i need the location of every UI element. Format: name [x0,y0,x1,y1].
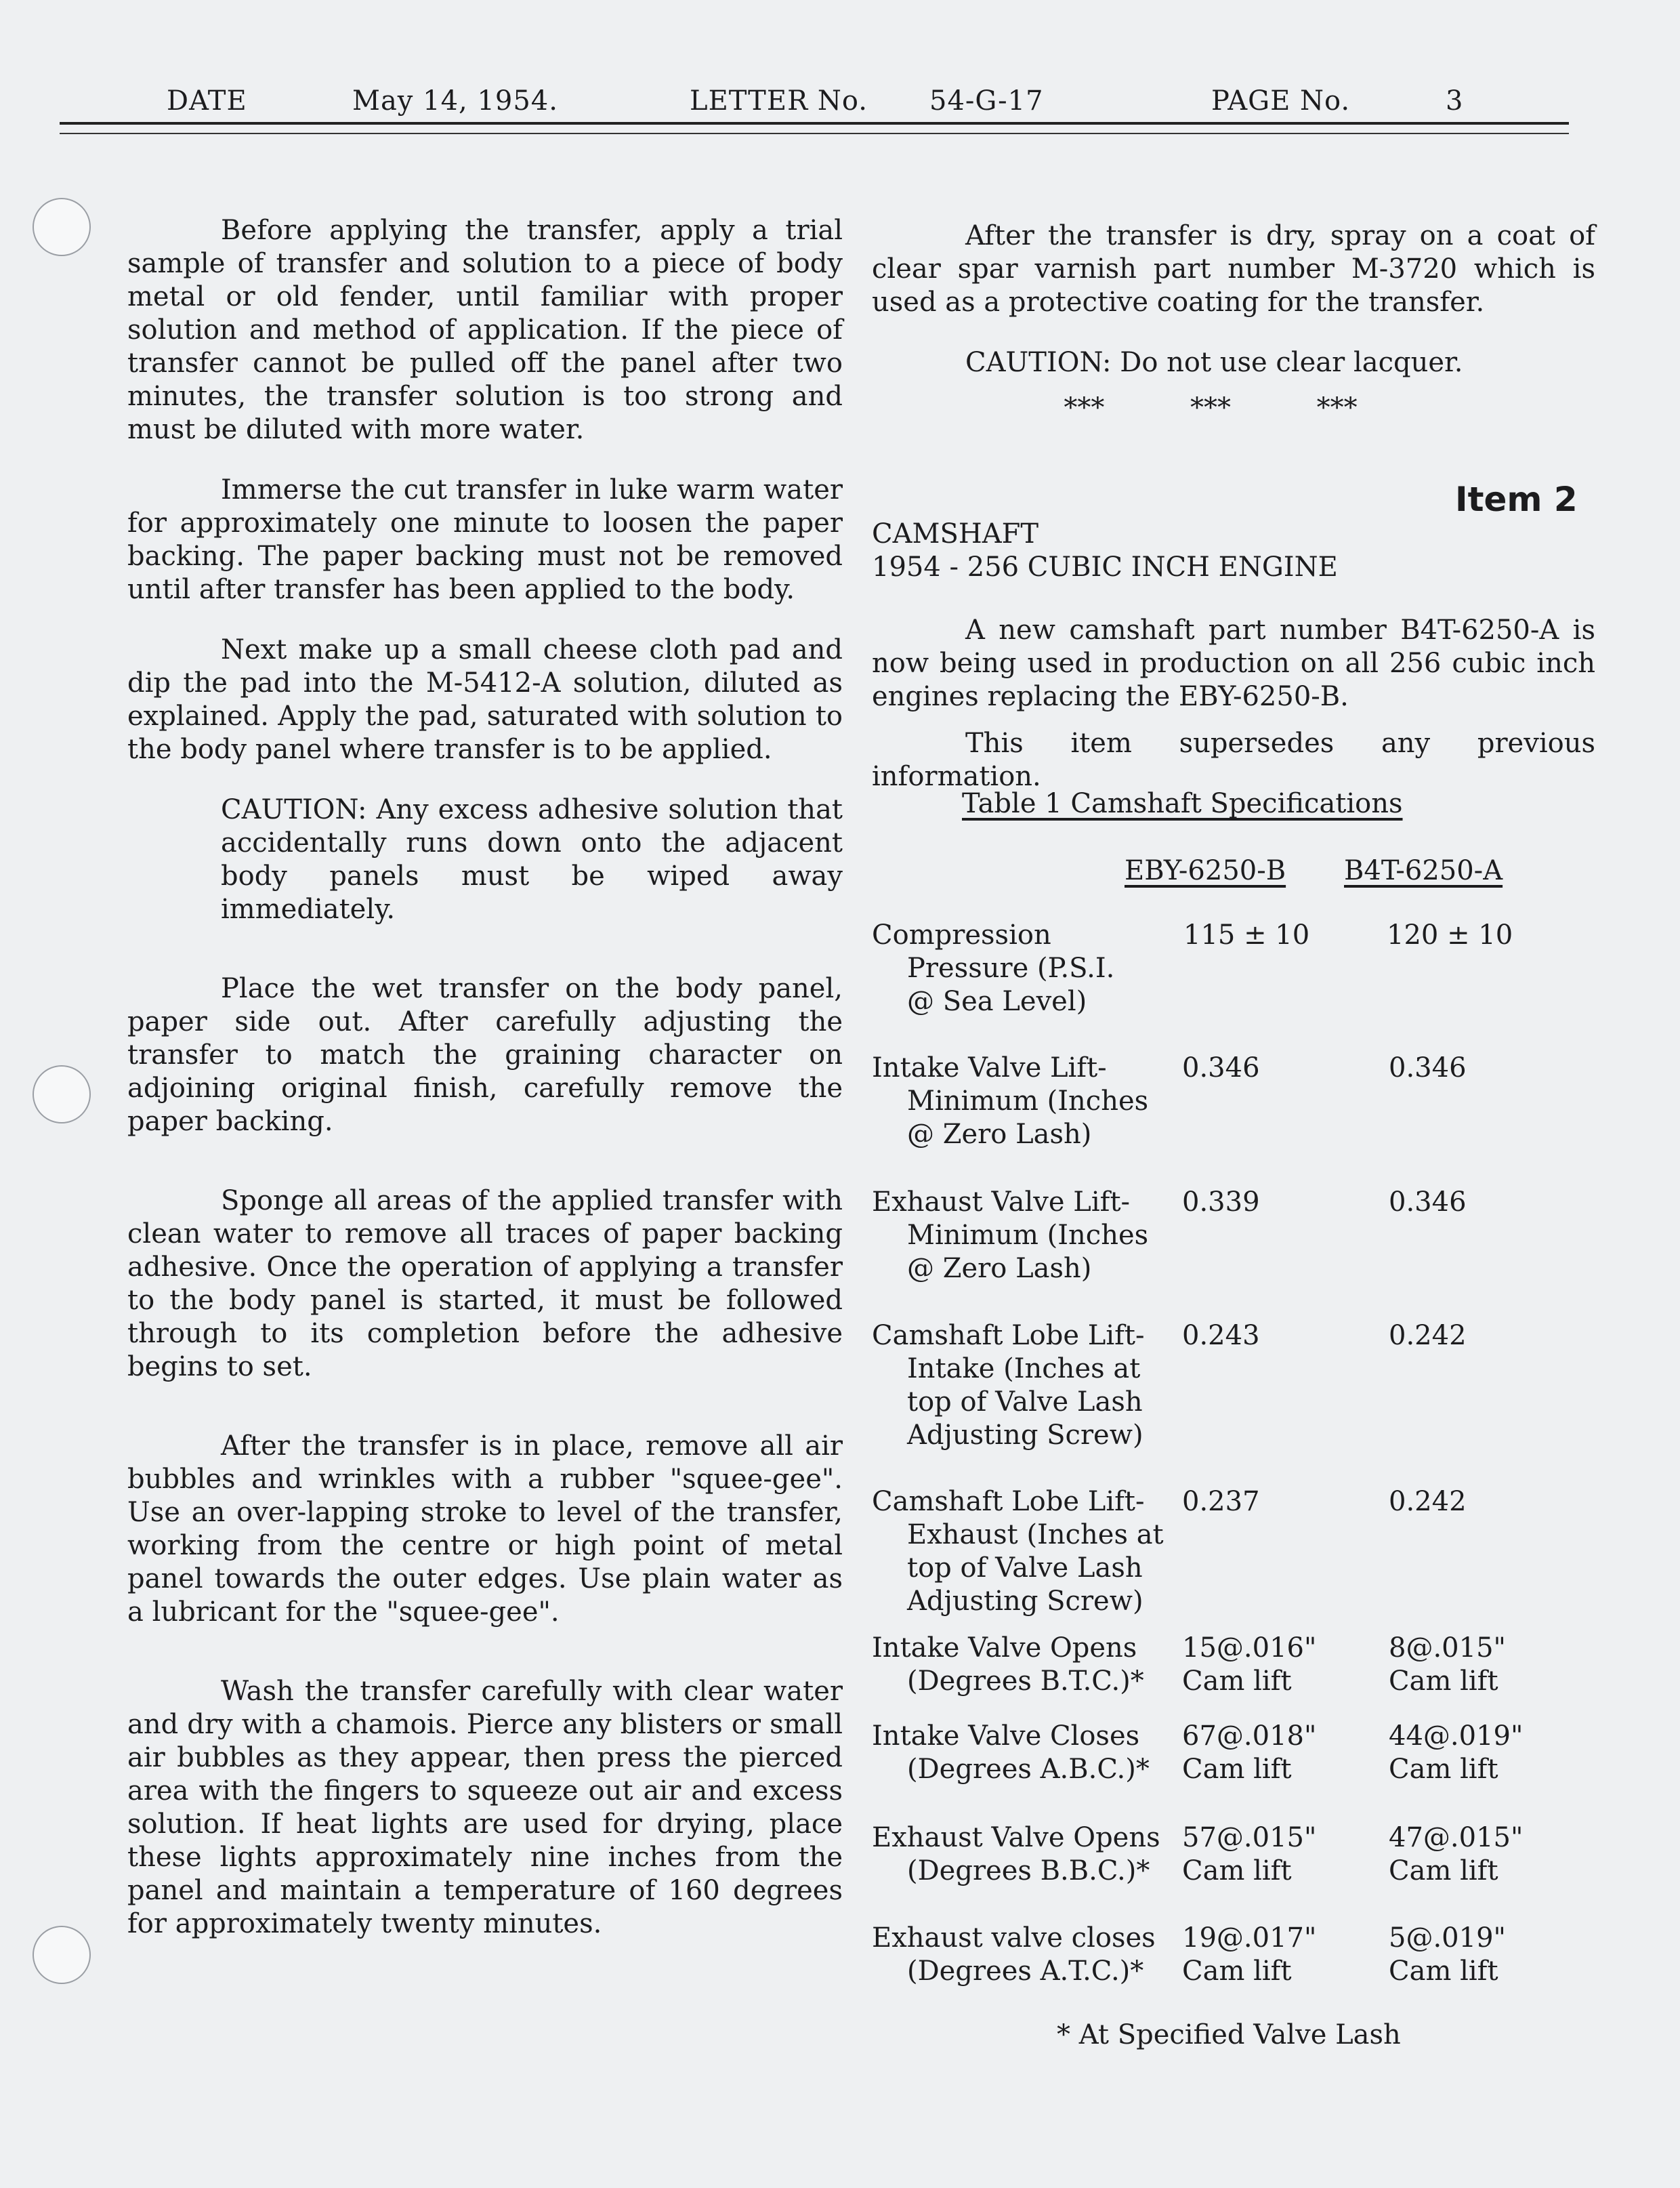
table-cell: 57@.015" [1182,1822,1317,1853]
row-label: (Degrees B.T.C.)* [907,1666,1144,1697]
separator-stars: *** [1316,392,1358,424]
page-label: PAGE No. [1211,85,1351,117]
row-label: @ Zero Lash) [907,1253,1092,1284]
row-label: top of Valve Lash [907,1552,1143,1584]
row-label: Intake Valve Closes [872,1720,1140,1752]
caution-lacquer: CAUTION: Do not use clear lacquer. [965,347,1463,378]
table-footnote: * At Specified Valve Lash [1057,2019,1401,2050]
row-label: Minimum (Inches [907,1086,1149,1117]
row-label: top of Valve Lash [907,1386,1143,1418]
table-cell: Cam lift [1389,1956,1498,1987]
row-label: Intake (Inches at [907,1353,1141,1384]
paragraph-new-camshaft: A new camshaft part number B4T-6250-A is now being used in production on all 256 cubic inch engines replacing the EBY-6250-B. [872,615,1595,712]
separator-stars: *** [1190,392,1231,424]
section-separator [1021,392,1400,425]
table-cell: Cam lift [1182,1855,1292,1886]
row-label: Adjusting Screw) [907,1586,1143,1617]
header-rule-thick [60,122,1569,125]
table-column-header: EBY-6250-B [1125,855,1286,886]
table-cell: 15@.016" [1182,1632,1317,1664]
paragraph-trial-sample: Before applying the transfer, apply a trial sample of transfer and solution to a piece of body metal or old fender, until familiar with proper solution and method of application. If the piece of transfer cannot be pulled off the panel after two minutes, the transfer solution is too strong and must be diluted with more water. [127,215,843,445]
table-cell: 0.243 [1182,1320,1260,1351]
row-label: (Degrees A.T.C.)* [907,1956,1144,1987]
table-column-header: B4T-6250-A [1344,855,1503,886]
row-label: Exhaust Valve Lift- [872,1186,1131,1218]
table-title: Table 1 Camshaft Specifications [962,788,1403,819]
table-cell: 5@.019" [1389,1922,1506,1954]
table-cell: 0.242 [1389,1486,1467,1517]
table-cell: Cam lift [1389,1754,1498,1785]
right-column [872,220,1595,425]
table-cell: 0.339 [1182,1186,1260,1218]
separator-stars: *** [1064,392,1105,424]
row-label: Intake Valve Lift- [872,1052,1107,1083]
binder-hole-middle [33,1065,91,1123]
row-label: Intake Valve Opens [872,1632,1137,1664]
row-label: @ Zero Lash) [907,1119,1092,1150]
page-value: 3 [1446,85,1464,117]
table-cell: 19@.017" [1182,1922,1317,1954]
paragraph-immerse: Immerse the cut transfer in luke warm water for approximately one minute to loosen the paper backing. The paper backing must not be removed until after transfer has been applied to the body. [127,474,843,605]
binder-hole-bottom [33,1926,91,1984]
paragraph-sponge: Sponge all areas of the applied transfer with clean water to remove all traces of paper backing adhesive. Once the operation of applying a transfer to the body panel is started, it must be followed through to its completion before the adhesive begins to set. [127,1185,843,1382]
camshaft-section [872,518,1595,793]
row-label: (Degrees B.B.C.)* [907,1855,1150,1886]
table-cell: Cam lift [1182,1666,1292,1697]
item-label: Item 2 [1455,480,1578,519]
table-cell: 67@.018" [1182,1720,1317,1752]
row-label: Exhaust valve closes [872,1922,1156,1954]
table-cell: Cam lift [1182,1754,1292,1785]
section-title: CAMSHAFT [872,518,1039,550]
paragraph-wash: Wash the transfer carefully with clear water and dry with a chamois. Pierce any blisters or small air bubbles as they appear, then press the pierced area with the fingers to squeeze out air and excess solution. If heat lights are used for drying, place these lights approximately nine inches from the panel and maintain a temperature of 160 degrees for approximately twenty minutes. [127,1676,843,1939]
date-label: DATE [167,85,247,117]
table-cell: 0.237 [1182,1486,1260,1517]
letter-value: 54-G-17 [929,85,1044,117]
row-label: (Degrees A.B.C.)* [907,1754,1150,1785]
table-cell: 115 ± 10 [1183,920,1310,951]
row-label: Minimum (Inches [907,1220,1149,1251]
table-cell: 47@.015" [1389,1822,1524,1853]
table-cell: 0.346 [1389,1052,1467,1083]
table-cell: Cam lift [1389,1666,1498,1697]
row-label: Adjusting Screw) [907,1420,1143,1451]
header-rule-thin [60,133,1569,134]
section-subtitle: 1954 - 256 CUBIC INCH ENGINE [872,552,1338,583]
row-label: Compression [872,920,1051,951]
row-label: Camshaft Lobe Lift- [872,1486,1145,1517]
paragraph-cheese-cloth: Next make up a small cheese cloth pad and dip the pad into the M-5412-A solution, diluted as explained. Apply the pad, saturated with solution to the body panel where transfer is to be applied. [127,634,843,765]
table-cell: Cam lift [1182,1956,1292,1987]
table-cell: 44@.019" [1389,1720,1524,1752]
table-cell: 0.346 [1182,1052,1260,1083]
table-cell: 120 ± 10 [1387,920,1513,951]
table-cell: Cam lift [1389,1855,1498,1886]
row-label: Exhaust (Inches at [907,1519,1164,1550]
left-column [127,214,843,1941]
table-cell: 0.242 [1389,1320,1467,1351]
row-label: Pressure (P.S.I. [907,953,1115,984]
paragraph-place-transfer: Place the wet transfer on the body panel, paper side out. After carefully adjusting the transfer to match the graining character on adjoining original finish, carefully remove the paper backing. [127,973,843,1137]
letter-label: LETTER No. [690,85,868,117]
row-label: @ Sea Level) [907,986,1087,1017]
table-cell: 8@.015" [1389,1632,1506,1664]
paragraph-supersedes: This item supersedes any previous information. [872,728,1595,792]
paragraph-squee-gee: After the transfer is in place, remove all air bubbles and wrinkles with a rubber "squee-gee". Use an over-lapping stroke to level of the transfer, working from the centre or high point of metal panel towards the outer edges. Use plain water as a lubricant for the "squee-gee". [127,1430,843,1628]
row-label: Exhaust Valve Opens [872,1822,1160,1853]
paragraph-varnish: After the transfer is dry, spray on a coat of clear spar varnish part number M-3720 which is used as a protective coating for the transfer. [872,220,1595,318]
caution-adhesive: CAUTION: Any excess adhesive solution that accidentally runs down onto the adjacent body panels must be wiped away immediately. [221,794,843,925]
date-value: May 14, 1954. [352,85,558,117]
row-label: Camshaft Lobe Lift- [872,1320,1145,1351]
table-cell: 0.346 [1389,1186,1467,1218]
binder-hole-top [33,198,91,256]
